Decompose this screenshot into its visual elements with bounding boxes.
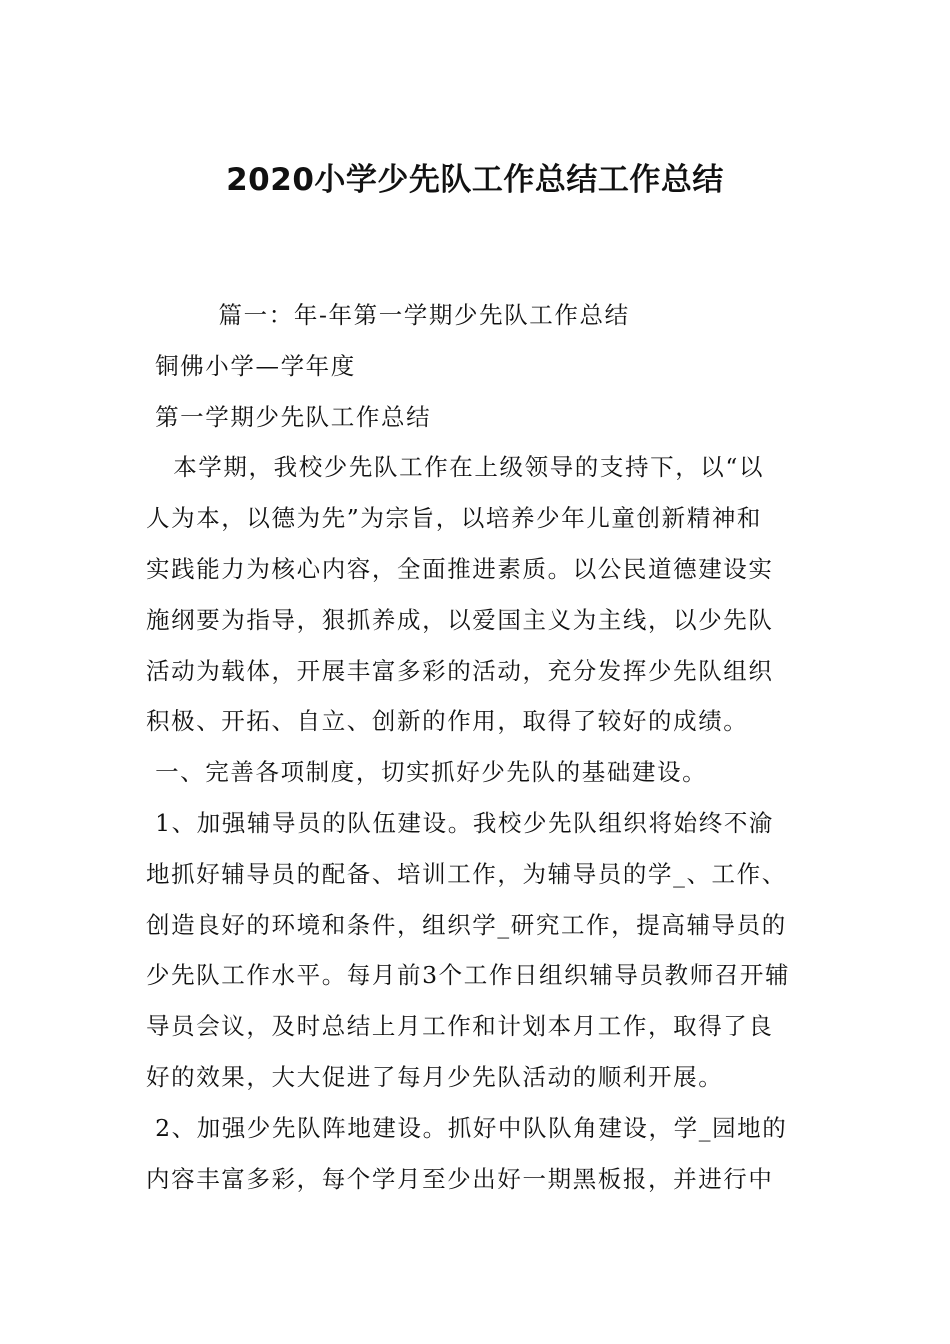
paragraph-line: 积极、开拓、自立、创新的作用，取得了较好的成绩。 bbox=[146, 707, 749, 736]
paragraph-line: 地抓好辅导员的配备、培训工作，为辅导员的学_、工作、 bbox=[146, 859, 787, 888]
paragraph-line: 2、加强少先队阵地建设。抓好中队队角建设，学_园地的 bbox=[146, 1113, 788, 1142]
paragraph-line: 本学期，我校少先队工作在上级领导的支持下，以“以 bbox=[146, 453, 765, 482]
paragraph-line: 少先队工作水平。每月前3个工作日组织辅导员教师召开辅 bbox=[146, 961, 791, 990]
paragraph-line: 内容丰富多彩，每个学月至少出好一期黑板报，并进行中 bbox=[146, 1164, 774, 1193]
paragraph-line: 1、加强辅导员的队伍建设。我校少先队组织将始终不渝 bbox=[146, 808, 775, 837]
paragraph-line: 创造良好的环境和条件，组织学_研究工作，提高辅导员的 bbox=[146, 910, 787, 939]
paragraph-line: 第一学期少先队工作总结 bbox=[146, 402, 432, 431]
paragraph-line: 实践能力为核心内容，全面推进素质。以公民道德建设实 bbox=[146, 554, 774, 583]
paragraph-line: 活动为载体，开展丰富多彩的活动，充分发挥少先队组织 bbox=[146, 656, 774, 685]
paragraph-line: 铜佛小学—学年度 bbox=[146, 351, 356, 380]
paragraph-line: 导员会议，及时总结上月工作和计划本月工作，取得了良 bbox=[146, 1012, 774, 1041]
document-body bbox=[146, 290, 810, 1204]
paragraph-line: 好的效果，大大促进了每月少先队活动的顺利开展。 bbox=[146, 1062, 724, 1091]
paragraph-line: 一、完善各项制度，切实抓好少先队的基础建设。 bbox=[146, 758, 708, 787]
document-title: 2020小学少先队工作总结工作总结 bbox=[226, 162, 724, 198]
paragraph-line: 施纲要为指导，狠抓养成，以爱国主义为主线，以少先队 bbox=[146, 605, 774, 634]
paragraph-line: 篇一：年-年第一学期少先队工作总结 bbox=[146, 301, 630, 329]
paragraph-line: 人为本，以德为先”为宗旨，以培养少年儿童创新精神和 bbox=[146, 504, 763, 533]
